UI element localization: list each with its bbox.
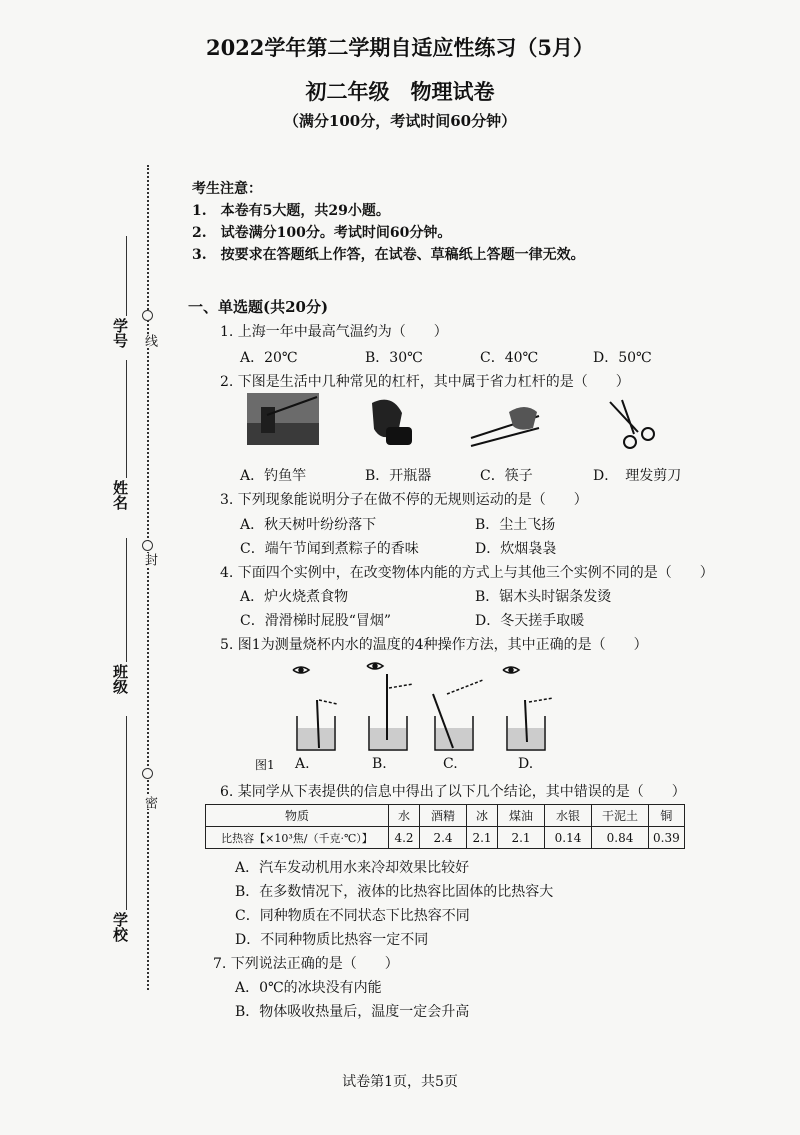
table-header-cell: 冰 [467,805,498,827]
question-stem: 2. 下图是生活中几种常见的杠杆，其中属于省力杠杆的是（ ） [220,374,630,390]
option: B．锯木头时锯条发烫 [475,589,612,605]
option: A. [295,756,310,772]
option: D．冬天搓手取暖 [475,613,585,629]
notice-item: 2. 试卷满分100分。考试时间60分钟。 [192,225,452,241]
table-header-cell: 物质 [206,805,389,827]
table-row [206,827,685,849]
option: B．30℃ [365,350,423,366]
option: A．秋天树叶纷纷落下 [240,517,377,533]
option: B．开瓶器 [365,468,432,484]
table-cell: 2.4 [420,827,467,849]
seal-mark-feng: 封 [142,553,157,566]
notice-item: 3. 按要求在答题纸上作答，在试卷、草稿纸上答题一律无效。 [192,247,585,263]
table-cell: 4.2 [389,827,420,849]
chopsticks-illustration [467,398,543,450]
option: D. [518,756,534,772]
option: C．同种物质在不同状态下比热容不同 [235,908,470,924]
page-number: 试卷第1页，共5页 [342,1074,458,1090]
question-stem: 6. 某同学从下表提供的信息中得出了以下几个结论，其中错误的是（ ） [220,784,686,800]
option: B．物体吸收热量后，温度一定会升高 [235,1004,470,1020]
option: B．尘土飞扬 [475,517,556,533]
question-stem: 3. 下列现象能说明分子在做不停的无规则运动的是（ ） [220,492,588,508]
figure-label: 图1 [255,758,275,772]
question-stem: 7. 下列说法正确的是（ ） [213,956,399,972]
notice-item: 1. 本卷有5大题，共29小题。 [192,203,390,219]
table-cell: 0.39 [649,827,685,849]
option: D． 理发剪刀 [593,468,682,484]
fishing-rod-photo [247,393,319,445]
option: A．汽车发动机用水来冷却效果比较好 [235,860,470,876]
binding-circle [142,768,153,779]
table-header-cell: 煤油 [498,805,545,827]
notice-heading: 考生注意： [192,181,262,197]
table-header-cell: 水 [389,805,420,827]
table-row-label: 比热容【×10³焦/（千克·℃）】 [206,827,389,849]
option: C．筷子 [480,468,533,484]
option: D．炊烟袅袅 [475,541,557,557]
option: C．滑滑梯时屁股“冒烟” [240,613,392,629]
binding-circle [142,540,153,551]
label-school: 学校 [111,912,129,942]
table-header-cell: 铜 [649,805,685,827]
seal-mark-xian: 线 [142,334,157,347]
question-stem: 1. 上海一年中最高气温约为（ ） [220,324,448,340]
option: C．端午节闻到煮粽子的香味 [240,541,419,557]
table-cell: 2.1 [498,827,545,849]
specific-heat-table [205,804,685,849]
blank-class [126,538,127,662]
table-cell: 2.1 [467,827,498,849]
option: A．钓鱼竿 [240,468,307,484]
table-header-cell: 水银 [545,805,592,827]
table-header-cell: 酒精 [420,805,467,827]
question-stem: 4. 下面四个实例中，在改变物体内能的方式上与其他三个实例不同的是（ ） [220,565,714,581]
binding-dotted-line [147,165,149,990]
table-cell: 0.14 [545,827,592,849]
blank-school [126,716,127,910]
table-header-cell: 干泥土 [592,805,649,827]
option: D．不同种物质比热容一定不同 [235,932,429,948]
option: C．40℃ [480,350,539,366]
option: A．0℃的冰块没有内能 [235,980,382,996]
option: A．20℃ [240,350,298,366]
option: C. [443,756,458,772]
option: D．50℃ [593,350,652,366]
thermometer-figure [285,660,575,752]
bottle-opener-photo [362,393,424,449]
binding-circle [142,310,153,321]
exam-info: （满分100分，考试时间60分钟） [283,112,517,130]
table-cell: 0.84 [592,827,649,849]
option: A．炉火烧煮食物 [240,589,349,605]
blank-student-id [126,236,127,316]
blank-name [126,360,127,478]
option: B．在多数情况下，液体的比热容比固体的比热容大 [235,884,554,900]
label-name: 姓名 [111,480,129,510]
table-header-row [206,805,685,827]
question-stem: 5. 图1为测量烧杯内水的温度的4种操作方法，其中正确的是（ ） [220,637,648,653]
section-title: 一、单选题(共20分) [188,298,329,316]
label-class: 班级 [111,664,129,694]
exam-subtitle: 初二年级 物理试卷 [305,79,495,104]
seal-mark-mi: 密 [142,796,157,809]
option: B. [372,756,387,772]
label-student-id: 学号 [111,318,129,348]
scissors-illustration [604,398,658,450]
exam-title: 2022学年第二学期自适应性练习（5月） [205,35,595,60]
